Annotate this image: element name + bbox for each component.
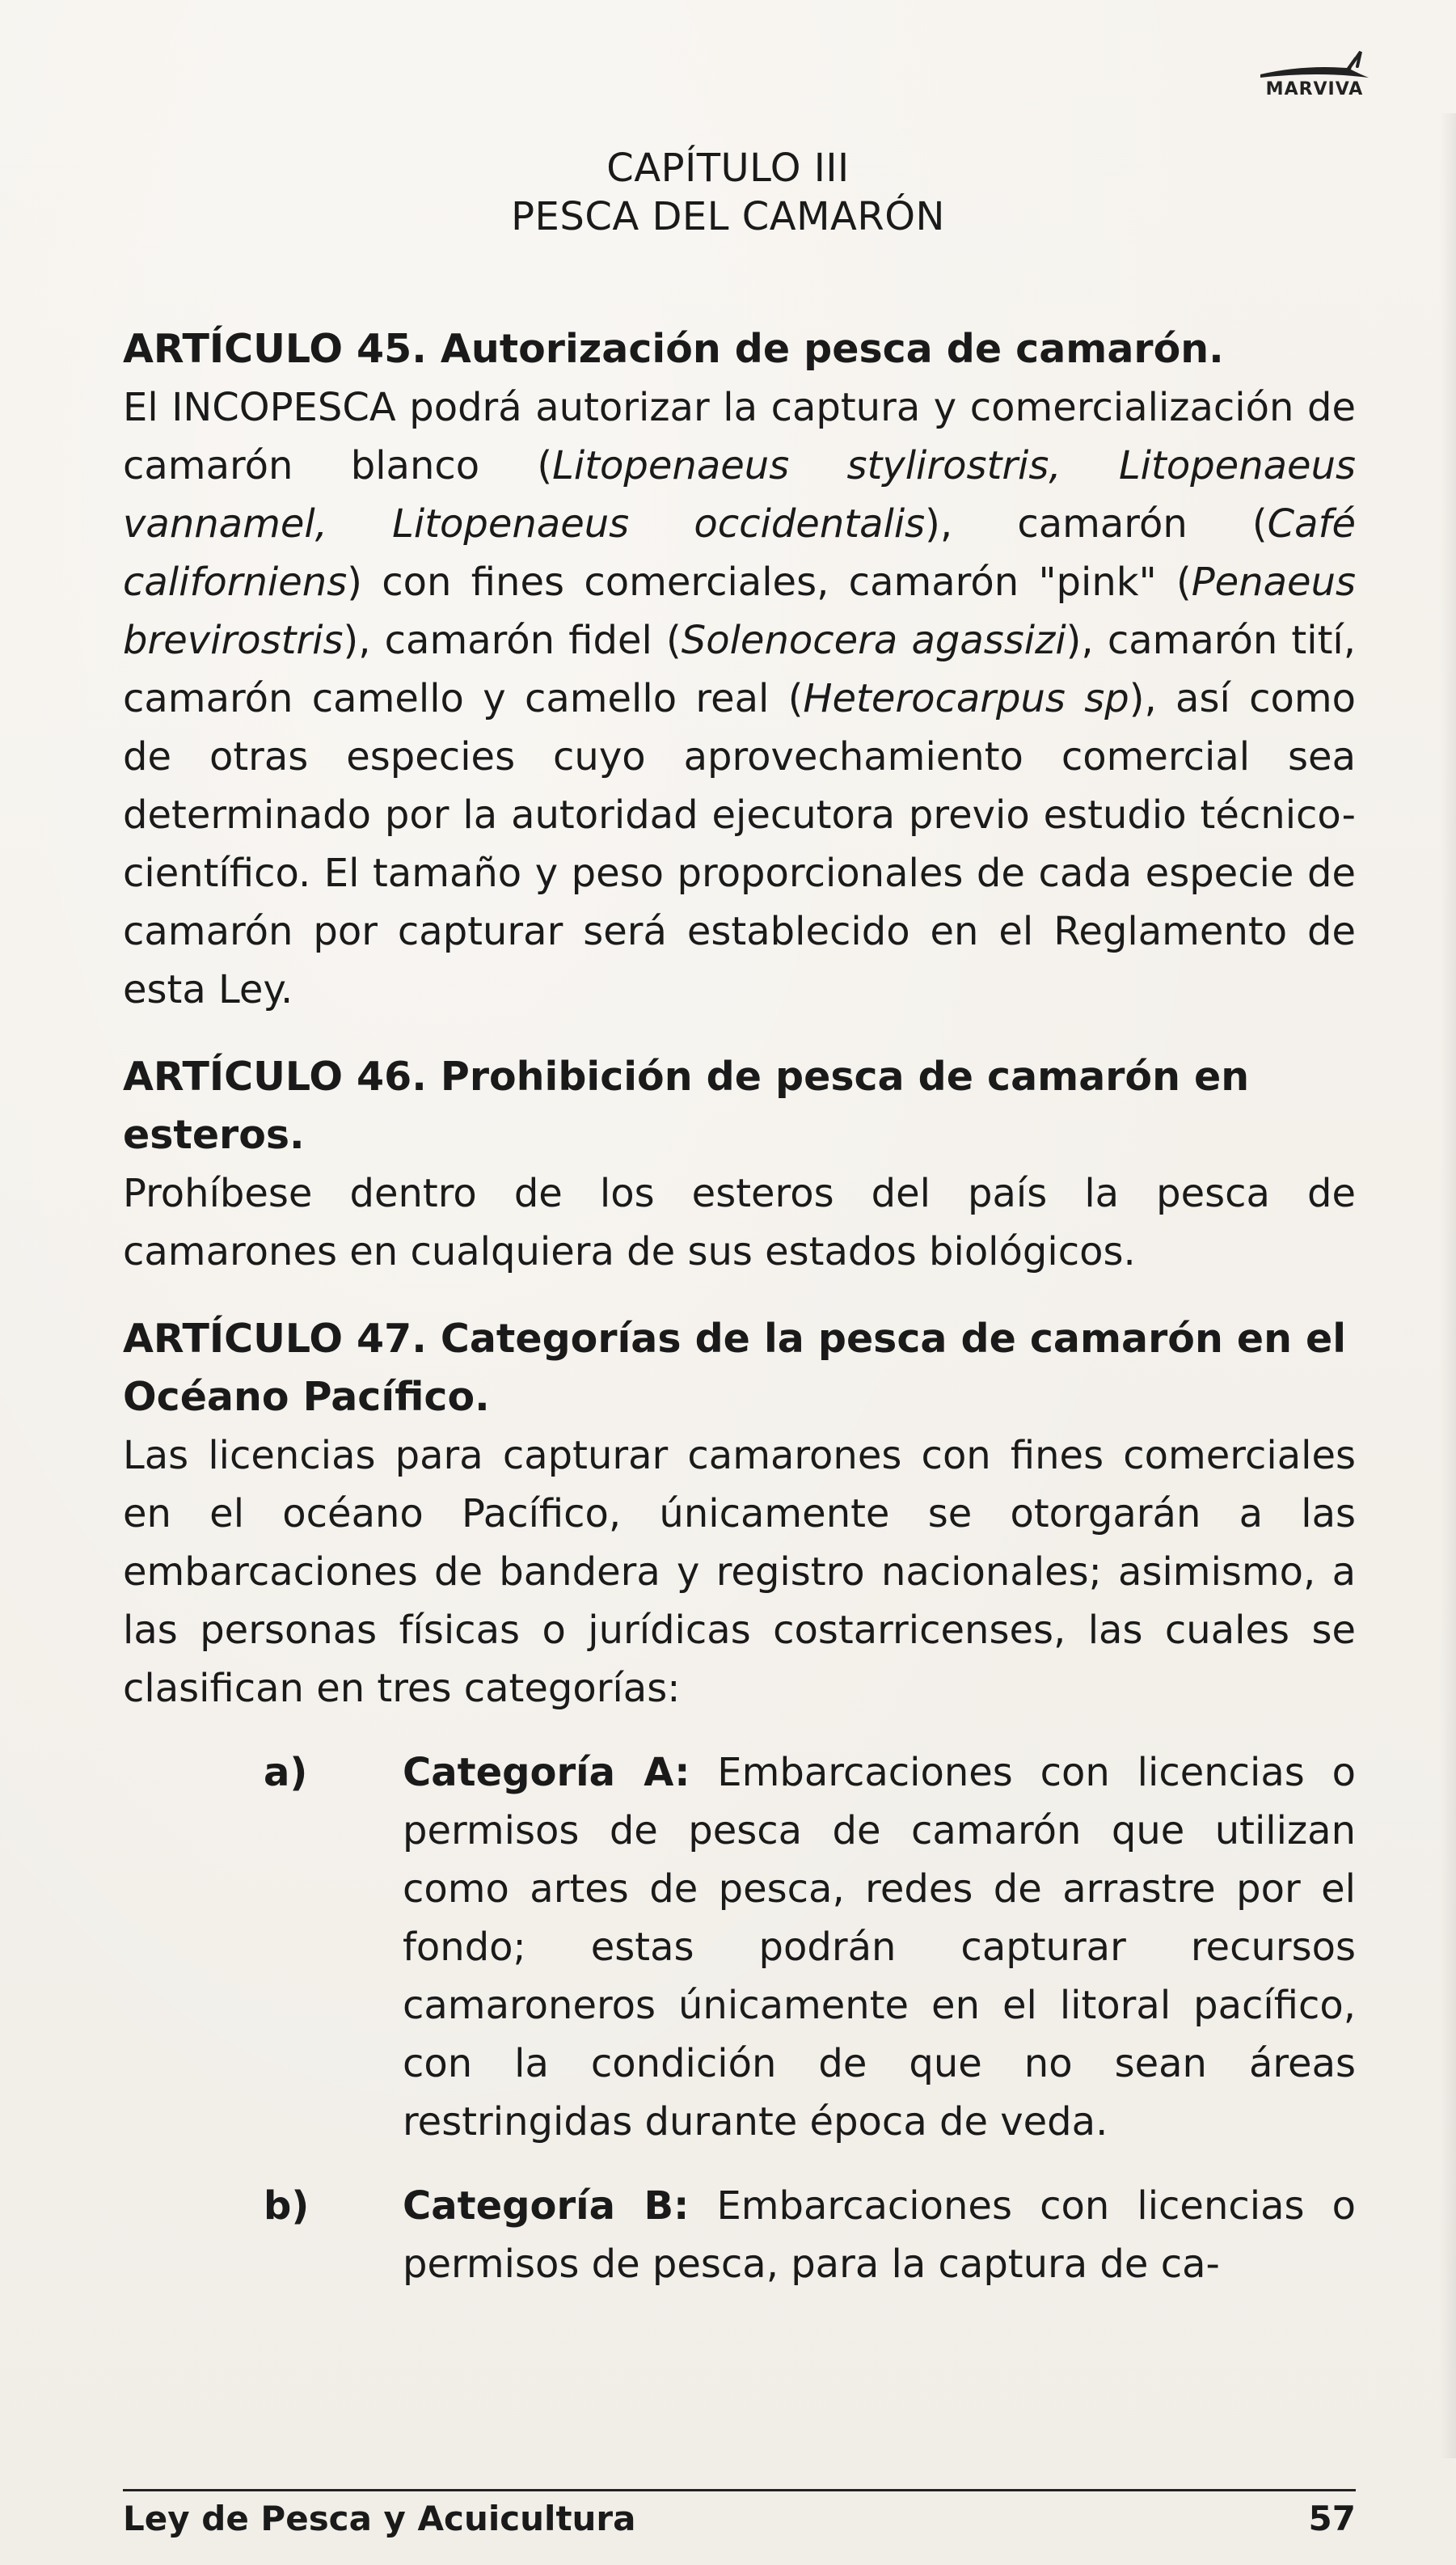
article-title: ARTÍCULO 45. Autorización de pesca de camarón. — [123, 326, 1224, 372]
article-body — [123, 378, 1356, 1019]
article-title: ARTÍCULO 47. Categorías de la pesca de camarón en el Océano Pacífico. — [123, 1316, 1347, 1420]
body-segment: ), camarón ( — [925, 501, 1268, 547]
body-segment: ), así como de otras especies cuyo aprovechamiento comercial sea determinado por la autoridad ejecutora previo estudio técnico-científico. El tamaño y peso proporcionales de cada especie de camarón por capturar será establecido en el Reglamento de esta Ley. — [123, 676, 1357, 1012]
category-label: Categoría A: — [403, 1750, 690, 1795]
category-list — [123, 1743, 1356, 2293]
article-46 — [123, 1048, 1356, 1281]
category-label: Categoría B: — [403, 2183, 690, 2229]
chapter-heading — [0, 144, 1456, 241]
category-description: Embarcaciones con licencias o permisos de pesca, para la captura de ca- — [403, 2183, 1357, 2287]
species-name: Litopenaeus stylirostris, Litopenaeus vannamel, Litopenaeus occidentalis — [123, 443, 1356, 547]
chapter-number: CAPÍTULO III — [606, 146, 850, 191]
species-name: Penaeus brevirostris — [123, 560, 1356, 663]
page-number: 57 — [1308, 2499, 1356, 2538]
list-marker: a) — [264, 1750, 308, 1795]
species-name: Solenocera agassizi — [681, 618, 1066, 663]
article-body — [123, 1426, 1356, 1718]
page-edge-shadow — [1440, 113, 1456, 2458]
footer-book-title: Ley de Pesca y Acuicultura — [123, 2499, 636, 2538]
marviva-logo — [1246, 50, 1383, 115]
list-text — [403, 1743, 1356, 2151]
wave-logo-icon — [1254, 50, 1375, 82]
body-segment: Prohíbese dentro de los esteros del país la pesca de camarones en cualquiera de sus estados biológicos. — [123, 1171, 1356, 1274]
article-47 — [123, 1310, 1356, 2293]
article-title: ARTÍCULO 46. Prohibición de pesca de camarón en esteros. — [123, 1054, 1250, 1158]
body-segment: El INCOPESCA podrá autorizar la captura y comercialización de camarón blanco ( — [123, 385, 1356, 488]
body-segment: ), camarón fidel ( — [343, 618, 682, 663]
category-description: Embarcaciones con licencias o permisos de pesca de camarón que utilizan como artes de pesca, redes de arrastre por el fondo; estas podrán capturar recursos camaroneros únicamente en el litoral pacífico, con la condición de que no sean áreas restringidas durante época de veda. — [403, 1750, 1356, 2145]
list-item — [123, 1743, 1356, 2151]
species-name: Café californiens — [123, 501, 1357, 605]
species-name: Heterocarpus sp — [803, 676, 1129, 721]
footer-rule — [123, 2489, 1356, 2491]
article-body — [123, 1164, 1356, 1281]
body-segment: ), camarón tití, camarón camello y camello real ( — [123, 618, 1357, 721]
chapter-title: PESCA DEL CAMARÓN — [511, 194, 945, 239]
list-text — [403, 2177, 1356, 2293]
body-segment: Las licencias para capturar camarones con fines comerciales en el océano Pacífico, únicamente se otorgarán a las embarcaciones de bandera y registro nacionales; asimismo, a las personas físicas o jurídicas costarricenses, las cuales se clasifican en tres categorías: — [123, 1433, 1356, 1711]
list-item — [123, 2177, 1356, 2293]
article-45 — [123, 320, 1356, 1019]
list-marker: b) — [264, 2183, 310, 2229]
body-segment: ) con fines comerciales, camarón "pink" ( — [347, 560, 1192, 605]
article-content — [123, 320, 1356, 2322]
logo-text: MARVIVA — [1265, 79, 1364, 99]
